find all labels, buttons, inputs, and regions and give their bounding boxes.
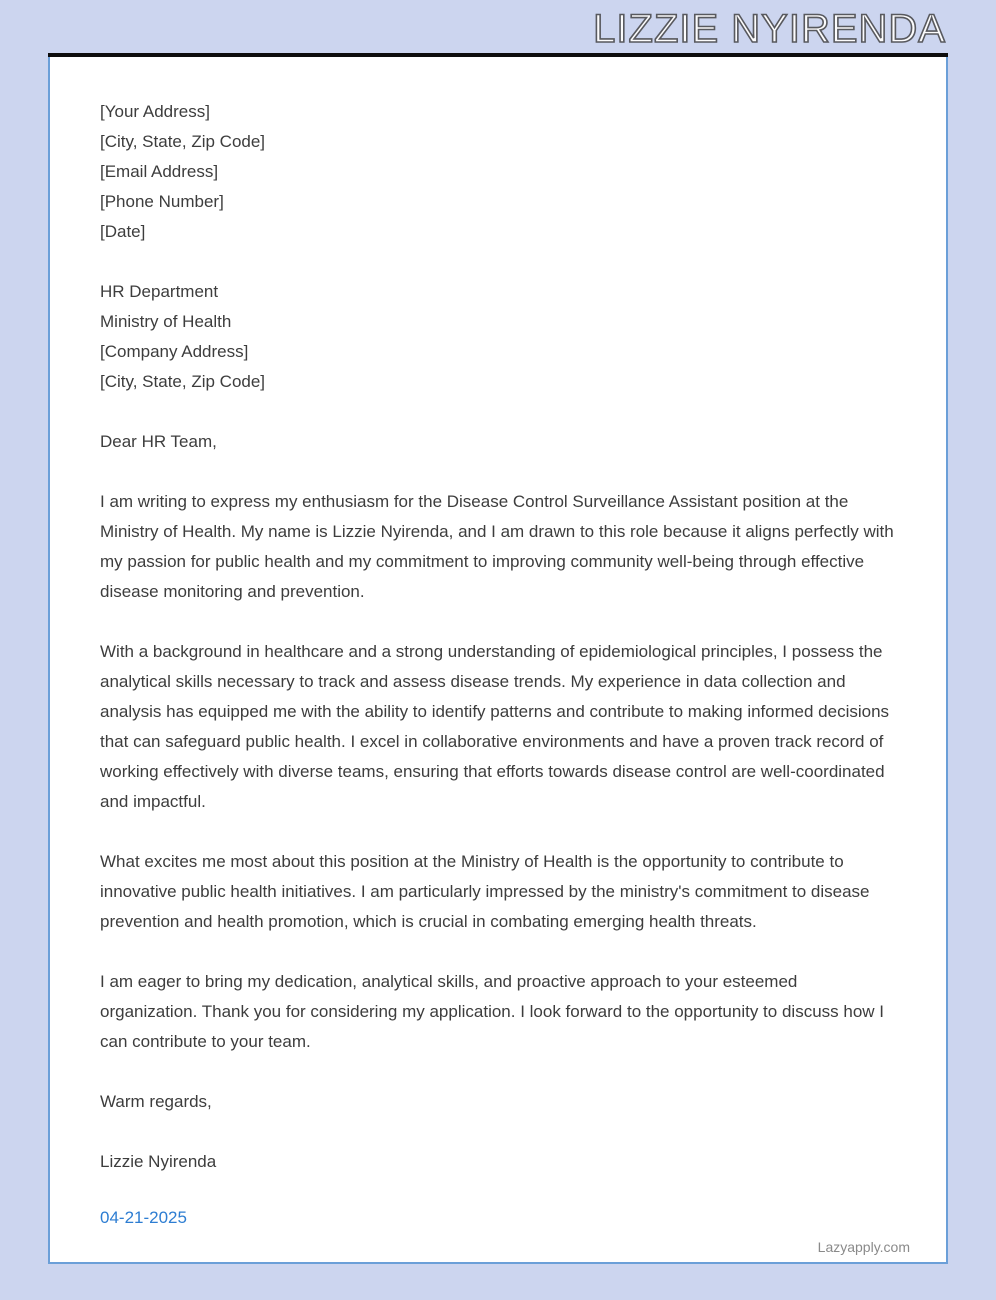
- recipient-address-block: [100, 277, 896, 397]
- letter-date: 04-21-2025: [100, 1208, 187, 1227]
- candidate-name-heading: LIZZIE NYIRENDA: [593, 7, 946, 51]
- sender-address-line: [Email Address]: [100, 162, 219, 181]
- letter-page: [48, 57, 948, 1264]
- sender-address-line: [Phone Number]: [100, 192, 224, 211]
- recipient-address-line: [City, State, Zip Code]: [100, 372, 266, 391]
- body-paragraph: With a background in healthcare and a strong understanding of epidemiological principles, I possess the analytical skills necessary to track and assess disease trends. My experience in data collection and analysis has equipped me with the ability to identify patterns and contribute to making informed decisions that can safeguard public health. I excel in collaborative environments and have a proven track record of working effectively with diverse teams, ensuring that efforts towards disease control are well-coordinated and impactful.: [100, 642, 890, 811]
- recipient-address-line: HR Department: [100, 282, 219, 301]
- signature-name: Lizzie Nyirenda: [100, 1152, 217, 1171]
- header-bar: [0, 0, 996, 53]
- body-paragraph: I am writing to express my enthusiasm for the Disease Control Surveillance Assistant position at the Ministry of Health. My name is Lizzie Nyirenda, and I am drawn to this role because it aligns perfectly with my passion for public health and my commitment to improving community well-being through effective disease monitoring and prevention.: [100, 492, 894, 601]
- sender-address-line: [Date]: [100, 222, 146, 241]
- closing-line: Warm regards,: [100, 1092, 212, 1111]
- recipient-address-line: [Company Address]: [100, 342, 249, 361]
- sender-address-line: [Your Address]: [100, 102, 210, 121]
- watermark-text: Lazyapply.com: [817, 1239, 910, 1255]
- sender-address-line: [City, State, Zip Code]: [100, 132, 266, 151]
- body-paragraph: What excites me most about this position at the Ministry of Health is the opportunity to contribute to innovative public health initiatives. I am particularly impressed by the ministry's commitment to disease prevention and health promotion, which is crucial in combating emerging health threats.: [100, 852, 870, 931]
- sender-address-block: [100, 97, 896, 247]
- recipient-address-line: Ministry of Health: [100, 312, 232, 331]
- body-paragraph: I am eager to bring my dedication, analytical skills, and proactive approach to your esteemed organization. Thank you for considering my application. I look forward to the opportunity to discuss how I can contribute to your team.: [100, 972, 885, 1051]
- salutation: Dear HR Team,: [100, 432, 217, 451]
